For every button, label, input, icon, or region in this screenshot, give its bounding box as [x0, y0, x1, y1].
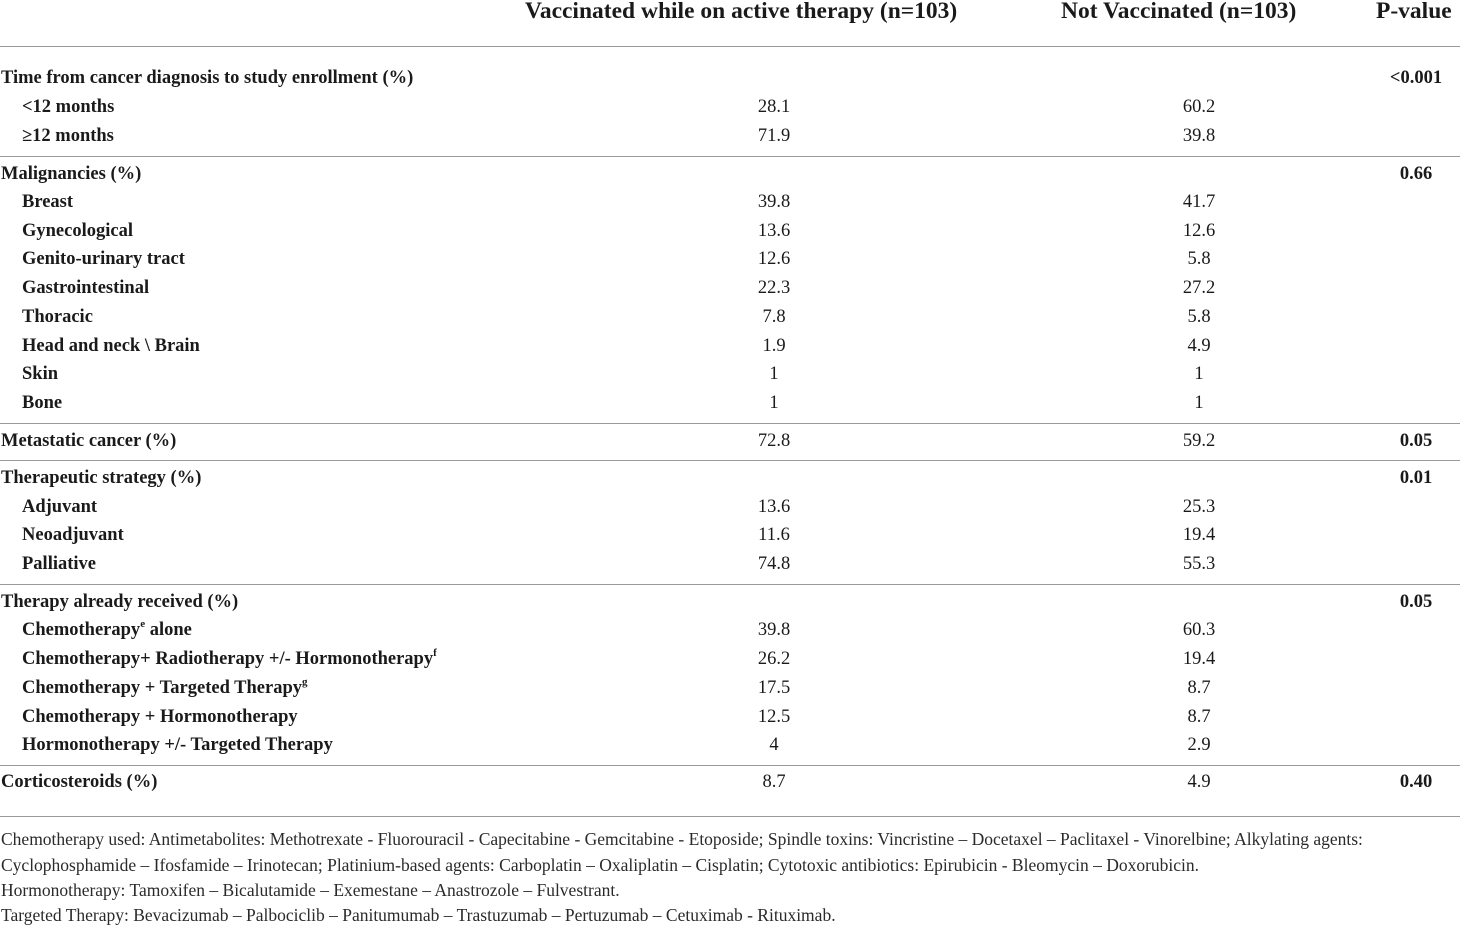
value-vaccinated: 22.3	[757, 278, 791, 298]
row-label: Chemotherapy$^e$ alone	[22, 618, 192, 640]
p-value: 0.05	[1399, 431, 1433, 451]
row-label: Gynecological	[22, 221, 133, 241]
p-value: <0.001	[1389, 68, 1443, 88]
table-row	[0, 431, 1460, 459]
row-label: Metastatic cancer (%)	[1, 431, 177, 451]
table-row	[0, 192, 1460, 220]
table-row	[0, 497, 1460, 525]
table-row	[0, 707, 1460, 735]
table-row	[0, 126, 1460, 154]
value-vaccinated: 71.9	[757, 126, 791, 146]
row-label: Therapeutic strategy (%)	[1, 468, 202, 488]
p-value: 0.66	[1399, 164, 1433, 184]
value-not-vaccinated: 1	[1194, 364, 1204, 384]
table-bottom-rule	[0, 816, 1460, 817]
table-row	[0, 278, 1460, 306]
value-vaccinated: 39.8	[757, 620, 791, 640]
row-label: Neoadjuvant	[22, 525, 124, 545]
value-not-vaccinated: 59.2	[1182, 431, 1216, 451]
header-not-vaccinated: Not Vaccinated (n=103)	[1061, 0, 1297, 24]
value-not-vaccinated: 41.7	[1182, 192, 1216, 212]
row-label: Therapy already received (%)	[1, 592, 239, 612]
p-value: 0.01	[1399, 468, 1433, 488]
row-label: Bone	[22, 393, 63, 413]
value-not-vaccinated: 25.3	[1182, 497, 1216, 517]
row-label: Gastrointestinal	[22, 278, 150, 298]
value-not-vaccinated: 12.6	[1182, 221, 1216, 241]
value-vaccinated: 13.6	[757, 497, 791, 517]
value-not-vaccinated: 4.9	[1187, 336, 1211, 356]
value-vaccinated: 11.6	[758, 525, 790, 545]
row-label: Chemotherapy+ Radiotherapy +/- Hormonotherapy$^f$	[22, 647, 437, 669]
row-label: Breast	[22, 192, 74, 212]
header-p-value: P-value	[1376, 0, 1452, 24]
group-rule	[0, 423, 1460, 424]
value-vaccinated: 12.5	[757, 707, 791, 727]
value-not-vaccinated: 5.8	[1187, 249, 1211, 269]
group-rule	[0, 584, 1460, 585]
table-row	[0, 468, 1460, 496]
table-row	[0, 97, 1460, 125]
table-row	[0, 249, 1460, 277]
value-not-vaccinated: 8.7	[1187, 707, 1211, 727]
table-row	[0, 68, 1460, 96]
row-label: Palliative	[22, 554, 96, 574]
footnote-marker: g	[302, 676, 308, 688]
table-row	[0, 735, 1460, 763]
table-row	[0, 592, 1460, 620]
group-rule	[0, 460, 1460, 461]
p-value: 0.05	[1399, 592, 1433, 612]
table-row	[0, 164, 1460, 192]
group-rule	[0, 765, 1460, 766]
value-not-vaccinated: 4.9	[1187, 772, 1211, 792]
value-not-vaccinated: 2.9	[1187, 735, 1211, 755]
table-row	[0, 772, 1460, 800]
value-vaccinated: 13.6	[757, 221, 791, 241]
footnote-hormonotherapy: Hormonotherapy: Tamoxifen – Bicalutamide – Exemestane – Anastrozole – Fulvestrant.	[1, 880, 620, 900]
value-not-vaccinated: 8.7	[1187, 678, 1211, 698]
value-vaccinated: 1	[769, 364, 779, 384]
row-label: Thoracic	[22, 307, 93, 327]
value-vaccinated: 74.8	[757, 554, 791, 574]
table-row	[0, 221, 1460, 249]
header-rule	[0, 46, 1460, 47]
table-row	[0, 620, 1460, 648]
table-row	[0, 649, 1460, 677]
row-label: Adjuvant	[22, 497, 98, 517]
row-label: Malignancies (%)	[1, 164, 142, 184]
table-row	[0, 525, 1460, 553]
row-label: Skin	[22, 364, 59, 384]
value-vaccinated: 26.2	[757, 649, 791, 669]
row-label: Chemotherapy + Targeted Therapy$^g$	[22, 676, 308, 698]
value-vaccinated: 17.5	[757, 678, 791, 698]
table-row	[0, 554, 1460, 582]
row-label: ≥12 months	[22, 126, 114, 146]
value-vaccinated: 72.8	[757, 431, 791, 451]
p-value: 0.40	[1399, 772, 1433, 792]
header-vaccinated: Vaccinated while on active therapy (n=103)	[525, 0, 958, 24]
group-rule	[0, 156, 1460, 157]
row-label: Time from cancer diagnosis to study enrollment (%)	[1, 68, 414, 88]
value-vaccinated: 28.1	[757, 97, 791, 117]
value-not-vaccinated: 19.4	[1182, 649, 1216, 669]
value-not-vaccinated: 60.3	[1182, 620, 1216, 640]
value-not-vaccinated: 27.2	[1182, 278, 1216, 298]
value-not-vaccinated: 5.8	[1187, 307, 1211, 327]
value-vaccinated: 7.8	[762, 307, 786, 327]
value-not-vaccinated: 39.8	[1182, 126, 1216, 146]
value-not-vaccinated: 60.2	[1182, 97, 1216, 117]
table-row	[0, 307, 1460, 335]
row-label: <12 months	[22, 97, 115, 117]
row-label: Corticosteroids (%)	[1, 772, 158, 792]
value-vaccinated: 1.9	[762, 336, 786, 356]
row-label: Chemotherapy + Hormonotherapy	[22, 707, 298, 727]
value-vaccinated: 39.8	[757, 192, 791, 212]
table-row	[0, 336, 1460, 364]
table-row	[0, 364, 1460, 392]
footnote-marker: e	[140, 618, 146, 630]
row-label: Genito-urinary tract	[22, 249, 185, 269]
footnote-marker: f	[433, 647, 437, 659]
value-not-vaccinated: 55.3	[1182, 554, 1216, 574]
row-label: Hormonotherapy +/- Targeted Therapy	[22, 735, 333, 755]
value-not-vaccinated: 1	[1194, 393, 1204, 413]
table-row	[0, 678, 1460, 706]
value-vaccinated: 8.7	[762, 772, 786, 792]
value-vaccinated: 1	[769, 393, 779, 413]
value-not-vaccinated: 19.4	[1182, 525, 1216, 545]
row-label: Head and neck \ Brain	[22, 336, 200, 356]
footnote-chemotherapy: Chemotherapy used: Antimetabolites: Methotrexate - Fluorouracil - Capecitabine - Gemcitabine - Etoposide; Spindle toxins: Vincristine – Docetaxel – Paclitaxel - Vinorelbine; Alkylating agents: Cyclophosphamide – Ifosfamide – Irinotecan; Platinium-based agents: Carboplatin – Oxaliplatin – Cisplatin; Cytotoxic antibiotics: Epirubicin - Bleomycin – Doxorubicin.	[1, 829, 1363, 875]
footnote-targeted-therapy: Targeted Therapy: Bevacizumab – Palbociclib – Panitumumab – Trastuzumab – Pertuzumab – Cetuximab - Rituximab.	[1, 905, 836, 925]
value-vaccinated: 4	[769, 735, 779, 755]
value-vaccinated: 12.6	[757, 249, 791, 269]
table-row	[0, 393, 1460, 421]
